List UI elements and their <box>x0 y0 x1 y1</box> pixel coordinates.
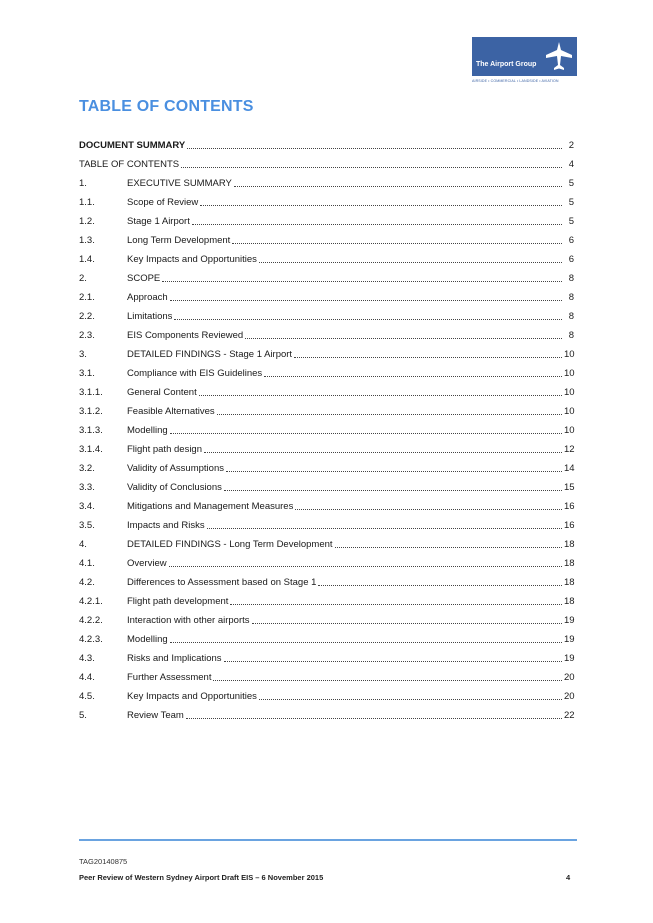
toc-entry[interactable] <box>79 209 574 228</box>
dot-leader <box>232 243 562 244</box>
toc-entry-label: Feasible Alternatives <box>127 406 215 417</box>
toc-entry-page: 10 <box>564 368 575 379</box>
toc-entry-number: 4.2. <box>79 577 95 588</box>
toc-entry-number: 2.2. <box>79 311 95 322</box>
toc-entry-number: 3.3. <box>79 482 95 493</box>
toc-entry-page: 10 <box>564 406 575 417</box>
toc-entry-number: 1.3. <box>79 235 95 246</box>
footer-divider <box>79 839 577 841</box>
toc-entry-page: 8 <box>568 273 574 284</box>
toc-entry-label: Validity of Conclusions <box>127 482 222 493</box>
toc-entry-page: 19 <box>564 615 575 626</box>
dot-leader <box>200 205 562 206</box>
dot-leader <box>295 509 562 510</box>
dot-leader <box>170 642 562 643</box>
dot-leader <box>230 604 562 605</box>
dot-leader <box>252 623 562 624</box>
toc-entry[interactable] <box>79 608 574 627</box>
toc-entry-label: Interaction with other airports <box>127 615 250 626</box>
toc-entry-number: 4.3. <box>79 653 95 664</box>
toc-entry-label: Risks and Implications <box>127 653 222 664</box>
dot-leader <box>204 452 562 453</box>
toc-entry[interactable] <box>79 494 574 513</box>
toc-entry-label: Stage 1 Airport <box>127 216 190 227</box>
toc-entry-number: 2.3. <box>79 330 95 341</box>
toc-entry-label: Modelling <box>127 425 168 436</box>
toc-entry-label: Compliance with EIS Guidelines <box>127 368 263 379</box>
toc-entry-label: Long Term Development <box>127 235 231 246</box>
toc-entry-number: 1.1. <box>79 197 95 208</box>
dot-leader <box>318 585 562 586</box>
toc-entry-page: 18 <box>564 558 575 569</box>
toc-entry[interactable] <box>79 304 574 323</box>
toc-entry[interactable] <box>79 570 574 589</box>
toc-entry-number: 4.2.3. <box>79 634 103 645</box>
toc-entry-page: 14 <box>564 463 575 474</box>
toc-entry-label: SCOPE <box>127 273 161 284</box>
toc-entry-page: 6 <box>568 235 574 246</box>
toc-entry-page: 16 <box>564 501 575 512</box>
dot-leader <box>264 376 562 377</box>
toc-entry-number: 3.5. <box>79 520 95 531</box>
toc-entry[interactable] <box>79 551 574 570</box>
footer-title: Peer Review of Western Sydney Airport Draft EIS – 6 November 2015 <box>79 873 324 882</box>
toc-entry-page: 22 <box>564 710 575 721</box>
toc-entry-page: 8 <box>568 292 574 303</box>
toc-entry-page: 20 <box>564 672 575 683</box>
toc-entry[interactable] <box>79 228 574 247</box>
toc-entry-label: DOCUMENT SUMMARY <box>79 140 186 151</box>
airplane-icon <box>544 41 574 71</box>
dot-leader <box>213 680 562 681</box>
toc-entry[interactable] <box>79 133 574 152</box>
toc-entry-number: 3.1.1. <box>79 387 103 398</box>
dot-leader <box>174 319 562 320</box>
document-reference: TAG20140875 <box>79 857 128 866</box>
toc-entry-label: Flight path design <box>127 444 202 455</box>
toc-entry-page: 10 <box>564 425 575 436</box>
toc-entry-page: 18 <box>564 539 575 550</box>
toc-entry-page: 16 <box>564 520 575 531</box>
toc-entry-label: Key Impacts and Opportunities <box>127 691 257 702</box>
toc-entry[interactable] <box>79 152 574 171</box>
dot-leader <box>186 718 562 719</box>
toc-entry-label: Scope of Review <box>127 197 199 208</box>
toc-entry-number: 5. <box>79 710 87 721</box>
dot-leader <box>259 699 562 700</box>
toc-entry-number: 3.1. <box>79 368 95 379</box>
toc-entry-page: 18 <box>564 577 575 588</box>
toc-entry-number: 4.2.1. <box>79 596 103 607</box>
toc-entry[interactable] <box>79 323 574 342</box>
dot-leader <box>224 661 562 662</box>
toc-entry[interactable] <box>79 247 574 266</box>
dot-leader <box>169 566 562 567</box>
dot-leader <box>234 186 562 187</box>
dot-leader <box>170 300 562 301</box>
toc-entry-label: Further Assessment <box>127 672 212 683</box>
toc-entry-number: 3. <box>79 349 87 360</box>
toc-entry[interactable] <box>79 703 574 722</box>
page-title: TABLE OF CONTENTS <box>79 98 254 115</box>
toc-entry[interactable] <box>79 475 574 494</box>
toc-entry[interactable] <box>79 665 574 684</box>
dot-leader <box>187 148 562 149</box>
toc-entry-number: 2.1. <box>79 292 95 303</box>
toc-entry-number: 1.4. <box>79 254 95 265</box>
toc-entry-label: Key Impacts and Opportunities <box>127 254 257 265</box>
toc-entry-page: 19 <box>564 653 575 664</box>
toc-entry-page: 12 <box>564 444 575 455</box>
toc-entry-page: 20 <box>564 691 575 702</box>
toc-entry-page: 5 <box>568 216 574 227</box>
toc-entry[interactable] <box>79 627 574 646</box>
toc-entry-label: DETAILED FINDINGS - Long Term Development <box>127 539 333 550</box>
toc-entry-page: 19 <box>564 634 575 645</box>
toc-entry-label: Limitations <box>127 311 173 322</box>
toc-entry-number: 1. <box>79 178 87 189</box>
toc-entry[interactable] <box>79 361 574 380</box>
toc-entry[interactable] <box>79 418 574 437</box>
toc-entry[interactable] <box>79 342 574 361</box>
dot-leader <box>199 395 562 396</box>
toc-entry-label: DETAILED FINDINGS - Stage 1 Airport <box>127 349 293 360</box>
toc-entry-label: Flight path development <box>127 596 229 607</box>
toc-entry-label: Validity of Assumptions <box>127 463 224 474</box>
page-number: 4 <box>566 873 571 882</box>
toc-entry[interactable] <box>79 589 574 608</box>
logo-tagline: AIRSIDE • COMMERCIAL • LANDSIDE • AVIATION <box>472 79 559 83</box>
toc-entry-page: 6 <box>568 254 574 265</box>
toc-entry-label: EIS Components Reviewed <box>127 330 244 341</box>
toc-entry[interactable] <box>79 399 574 418</box>
toc-entry-page: 2 <box>568 140 574 151</box>
toc-entry-page: 4 <box>568 159 574 170</box>
toc-entry-number: 4.1. <box>79 558 95 569</box>
toc-entry-page: 15 <box>564 482 575 493</box>
toc-entry[interactable] <box>79 646 574 665</box>
toc-entry-label: Approach <box>127 292 168 303</box>
toc-entry-number: 4.2.2. <box>79 615 103 626</box>
toc-entry-label: Modelling <box>127 634 168 645</box>
toc-entry-page: 5 <box>568 178 574 189</box>
dot-leader <box>217 414 562 415</box>
toc-entry-number: 3.1.2. <box>79 406 103 417</box>
dot-leader <box>192 224 562 225</box>
logo-name: The Airport Group <box>476 61 537 68</box>
dot-leader <box>207 528 562 529</box>
toc-entry[interactable] <box>79 171 574 190</box>
toc-entry[interactable] <box>79 285 574 304</box>
dot-leader <box>294 357 562 358</box>
toc-entry-label: Mitigations and Management Measures <box>127 501 294 512</box>
toc-entry-label: Overview <box>127 558 167 569</box>
dot-leader <box>162 281 562 282</box>
toc-entry-number: 3.1.3. <box>79 425 103 436</box>
toc-entry-page: 10 <box>564 387 575 398</box>
dot-leader <box>335 547 562 548</box>
toc-entry-label: Differences to Assessment based on Stage 1 <box>127 577 317 588</box>
toc-entry[interactable] <box>79 380 574 399</box>
toc-entry[interactable] <box>79 684 574 703</box>
dot-leader <box>259 262 562 263</box>
toc-entry-number: 3.2. <box>79 463 95 474</box>
toc-entry-number: 1.2. <box>79 216 95 227</box>
toc-entry-number: 4.5. <box>79 691 95 702</box>
toc-entry-label: TABLE OF CONTENTS <box>79 159 180 170</box>
table-of-contents <box>79 133 574 722</box>
toc-entry[interactable] <box>79 190 574 209</box>
toc-entry-page: 5 <box>568 197 574 208</box>
toc-entry-page: 8 <box>568 311 574 322</box>
toc-entry-page: 10 <box>564 349 575 360</box>
dot-leader <box>170 433 562 434</box>
toc-entry[interactable] <box>79 456 574 475</box>
toc-entry[interactable] <box>79 266 574 285</box>
toc-entry-label: Review Team <box>127 710 184 721</box>
dot-leader <box>245 338 562 339</box>
dot-leader <box>181 167 562 168</box>
toc-entry-page: 18 <box>564 596 575 607</box>
toc-entry[interactable] <box>79 532 574 551</box>
toc-entry-label: General Content <box>127 387 197 398</box>
toc-entry-number: 2. <box>79 273 87 284</box>
company-logo <box>472 37 577 76</box>
toc-entry-number: 3.1.4. <box>79 444 103 455</box>
dot-leader <box>224 490 562 491</box>
toc-entry-label: EXECUTIVE SUMMARY <box>127 178 232 189</box>
toc-entry-number: 3.4. <box>79 501 95 512</box>
toc-entry-page: 8 <box>568 330 574 341</box>
dot-leader <box>226 471 562 472</box>
toc-entry-number: 4. <box>79 539 87 550</box>
toc-entry-number: 4.4. <box>79 672 95 683</box>
toc-entry[interactable] <box>79 437 574 456</box>
toc-entry-label: Impacts and Risks <box>127 520 205 531</box>
toc-entry[interactable] <box>79 513 574 532</box>
